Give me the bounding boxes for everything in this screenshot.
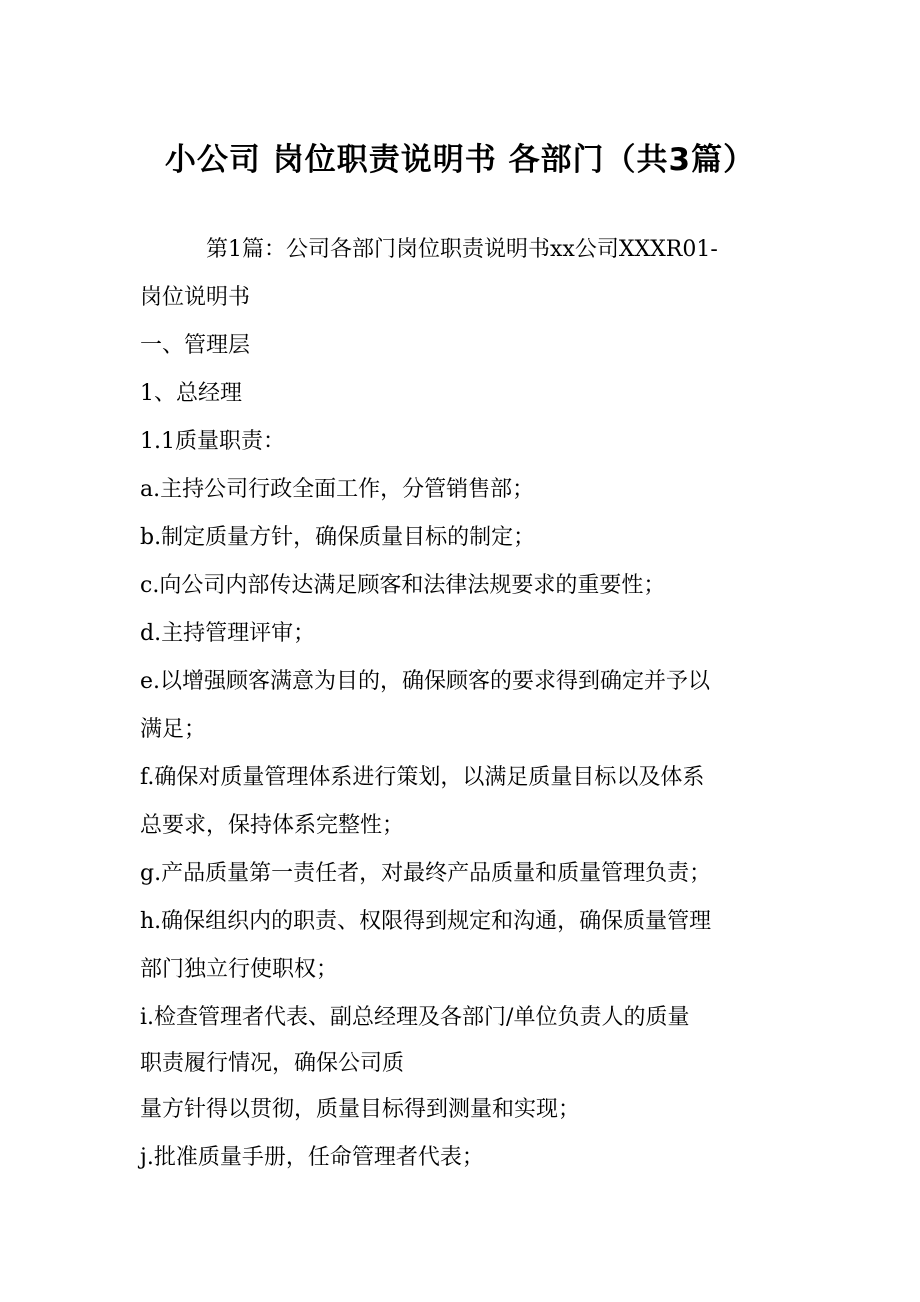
- duty-item-g: g.产品质量第一责任者，对最终产品质量和质量管理负责；: [140, 861, 712, 886]
- duty-item-f-line-2: 总要求，保持体系完整性；: [140, 813, 405, 838]
- duty-item-e-line-1: e.以增强顾客满意为目的，确保顾客的要求得到确定并予以: [140, 669, 711, 694]
- document-body: [140, 226, 790, 1182]
- duty-item-i-line-1: i.检查管理者代表、副总经理及各部门/单位负责人的质量: [140, 1005, 690, 1030]
- subsection-heading-general-manager: 1、总经理: [140, 381, 242, 406]
- document-title: 小公司 岗位职责说明书 各部门（共3篇）: [164, 142, 756, 178]
- duty-item-h-line-2: 部门独立行使职权；: [140, 957, 339, 982]
- duty-item-i-line-2: 职责履行情况，确保公司质: [140, 1051, 405, 1076]
- section-heading-management: 一、管理层: [140, 333, 251, 358]
- subsection-heading-quality-duties: 1.1质量职责：: [140, 429, 285, 454]
- duty-item-b: b.制定质量方针，确保质量目标的制定；: [140, 525, 536, 550]
- duty-item-i-line-3: 量方针得以贯彻，质量目标得到测量和实现；: [140, 1097, 581, 1122]
- duty-item-d: d.主持管理评审；: [140, 621, 316, 646]
- chapter-heading-line-2: 岗位说明书: [140, 285, 251, 310]
- duty-item-e-line-2: 满足；: [140, 717, 207, 742]
- duty-item-h-line-1: h.确保组织内的职责、权限得到规定和沟通，确保质量管理: [140, 909, 712, 934]
- duty-item-f-line-1: f.确保对质量管理体系进行策划，以满足质量目标以及体系: [140, 765, 705, 790]
- duty-item-c: c.向公司内部传达满足顾客和法律法规要求的重要性；: [140, 573, 666, 598]
- chapter-heading-line-1: 第1篇：公司各部门岗位职责说明书xx公司XXXR01-: [206, 237, 718, 262]
- duty-item-a: a.主持公司行政全面工作，分管销售部；: [140, 477, 535, 502]
- duty-item-j: j.批准质量手册，任命管理者代表；: [140, 1145, 484, 1170]
